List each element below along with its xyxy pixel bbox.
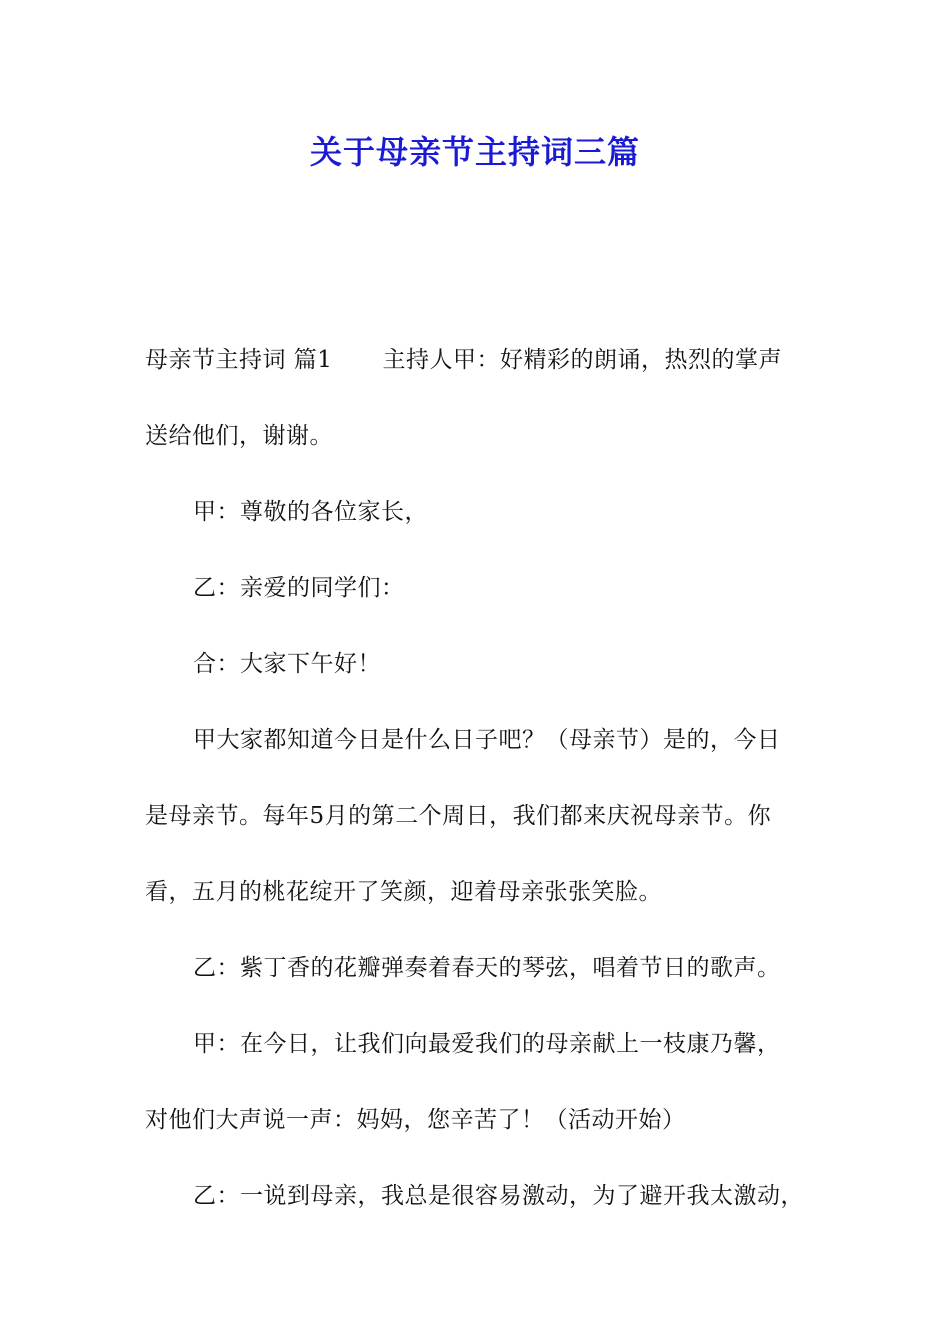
paragraph-line: 甲大家都知道今日是什么日子吧？（母亲节）是的，今日 <box>193 727 781 753</box>
paragraph-line: 合：大家下午好！ <box>193 651 381 677</box>
paragraph-line: 对他们大声说一声：妈妈，您辛苦了！（活动开始） <box>145 1107 686 1133</box>
paragraph-line: 甲：尊敬的各位家长， <box>193 499 428 525</box>
paragraph-line: 乙：一说到母亲，我总是很容易激动，为了避开我太激动， <box>193 1183 804 1209</box>
paragraph-line: 甲：在今日，让我们向最爱我们的母亲献上一枝康乃馨， <box>193 1031 781 1057</box>
document-body <box>145 336 835 1248</box>
paragraph-line: 乙：紫丁香的花瓣弹奏着春天的琴弦，唱着节日的歌声。 <box>193 955 781 981</box>
paragraph-line: 是母亲节。每年5月的第二个周日，我们都来庆祝母亲节。你 <box>145 803 772 829</box>
section-heading: 母亲节主持词 篇1 <box>145 347 333 373</box>
line-text: 主持人甲：好精彩的朗诵，热烈的掌声 <box>382 347 782 373</box>
paragraph-line: 乙：亲爱的同学们： <box>193 575 405 601</box>
paragraph-line: 送给他们，谢谢。 <box>145 423 333 449</box>
paragraph-line <box>145 336 835 412</box>
paragraph-line: 看，五月的桃花绽开了笑颜，迎着母亲张张笑脸。 <box>145 879 662 905</box>
document-title: 关于母亲节主持词三篇 <box>309 133 640 171</box>
